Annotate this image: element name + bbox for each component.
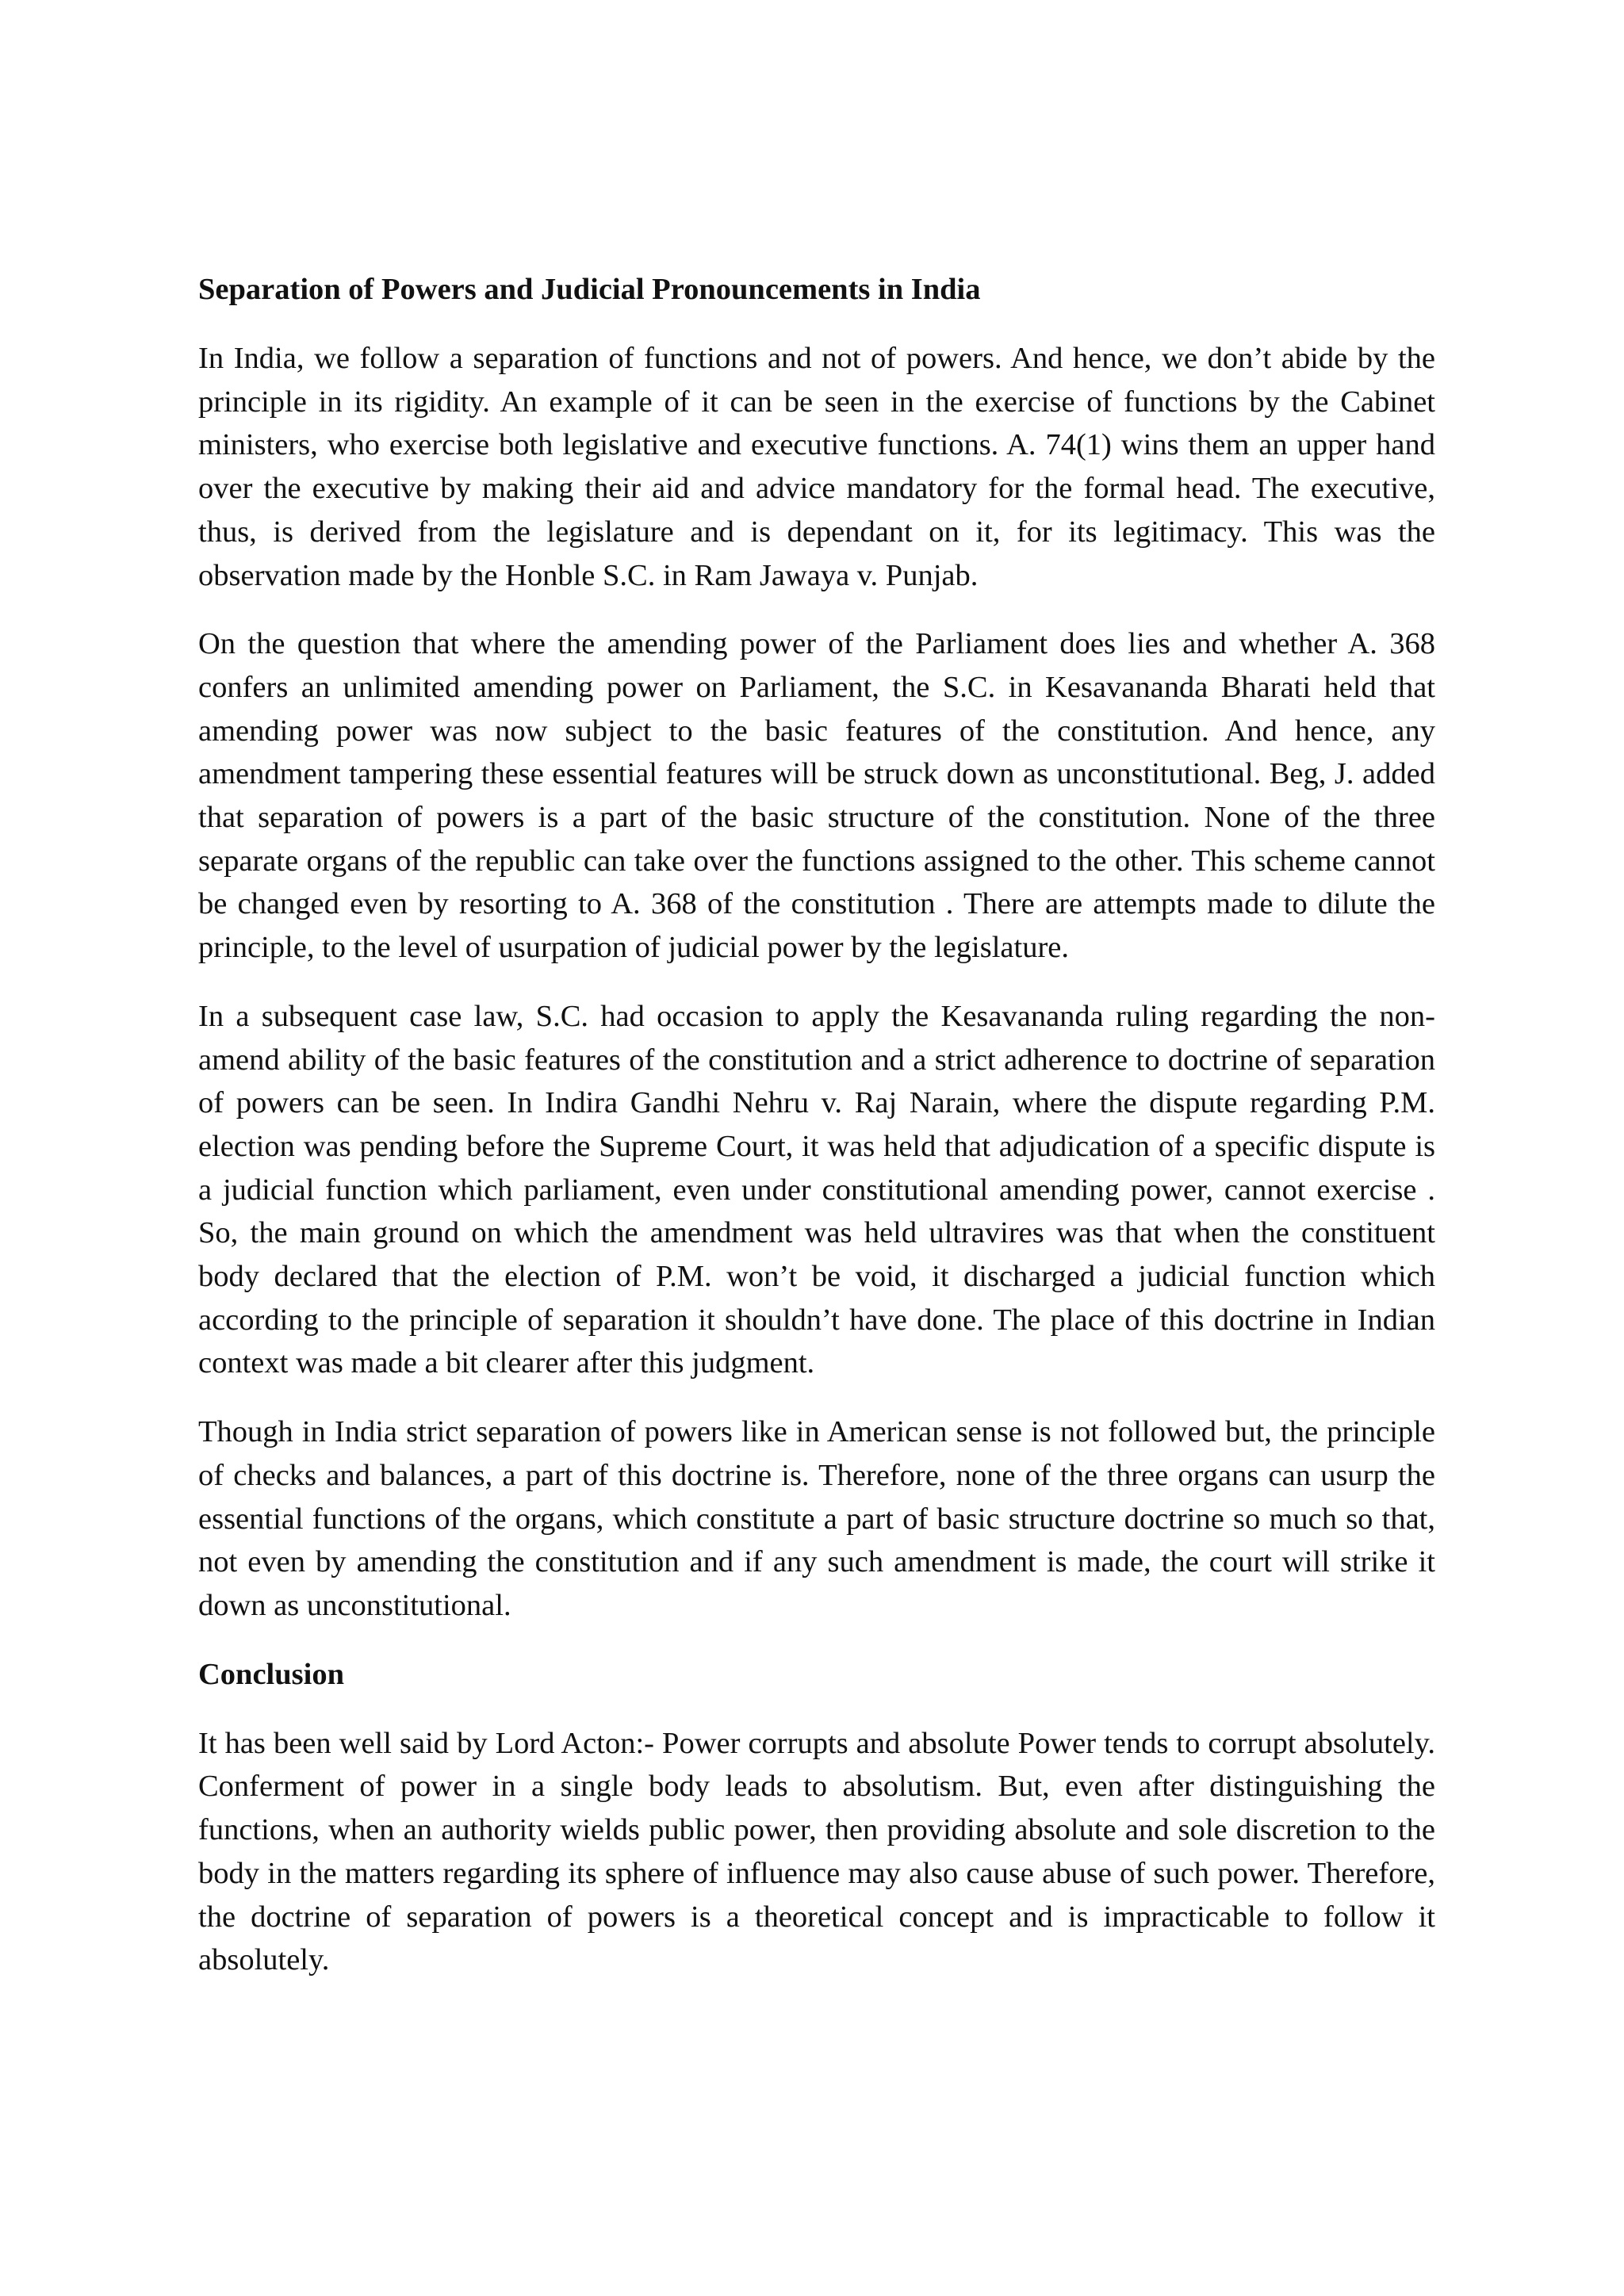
paragraph-kesavananda-bharati: On the question that where the amending power of the Parliament does lies and whether A. 368 confers an unlimited amending power on Parliament, the S.C. in Kesavananda Bharati held that amending power was now subject to the basic features of the constitution. And hence, any amendment tampering these essential features will be struck down as unconstitutional. Beg, J. added that separation of powers is a part of the basic structure of the constitution. None of the three separate organs of the republic can take over the functions assigned to the other. This scheme cannot be changed even by resorting to A. 368 of the constitution . There are attempts made to dilute the principle, to the level of usurpation of judicial power by the legislature. — [198, 627, 1435, 965]
page-title: Separation of Powers and Judicial Pronouncements in India — [198, 273, 981, 306]
conclusion-paragraph: It has been well said by Lord Acton:- Power corrupts and absolute Power tends to corrupt absolutely. Conferment of power in a single body leads to absolutism. But, even after distinguishing the functions, when an authority wields public power, then providing absolute and sole discretion to the body in the matters regarding its sphere of influence may also cause abuse of such power. Therefore, the doctrine of separation of powers is a theoretical concept and is impracticable to follow it absolutely. — [198, 1726, 1435, 1977]
document-page — [198, 268, 1435, 2007]
paragraph-indira-gandhi-case: In a subsequent case law, S.C. had occasion to apply the Kesavananda ruling regarding the non-amend ability of the basic features of the constitution and a strict adherence to doctrine of separation of powers can be seen. In Indira Gandhi Nehru v. Raj Narain, where the dispute regarding P.M. election was pending before the Supreme Court, it was held that adjudication of a specific dispute is a judicial function which parliament, even under constitutional amending power, cannot exercise . So, the main ground on which the amendment was held ultravires was that when the constituent body declared that the election of P.M. won’t be void, it discharged a judicial function which according to the principle of separation it shouldn’t have done. The place of this doctrine in Indian context was made a bit clearer after this judgment. — [198, 999, 1435, 1380]
conclusion-heading: Conclusion — [198, 1657, 345, 1691]
paragraph-separation-of-functions: In India, we follow a separation of functions and not of powers. And hence, we don’t abide by the principle in its rigidity. An example of it can be seen in the exercise of functions by the Cabinet ministers, who exercise both legislative and executive functions. A. 74(1) wins them an upper hand over the executive by making their aid and advice mandatory for the formal head. The executive, thus, is derived from the legislature and is dependant on it, for its legitimacy. This was the observation made by the Honble S.C. in Ram Jawaya v. Punjab. — [198, 342, 1435, 592]
paragraph-checks-and-balances: Though in India strict separation of powers like in American sense is not followed but, the principle of checks and balances, a part of this doctrine is. Therefore, none of the three organs can usurp the essential functions of the organs, which constitute a part of basic structure doctrine so much so that, not even by amending the constitution and if any such amendment is made, the court will strike it down as unconstitutional. — [198, 1415, 1435, 1622]
